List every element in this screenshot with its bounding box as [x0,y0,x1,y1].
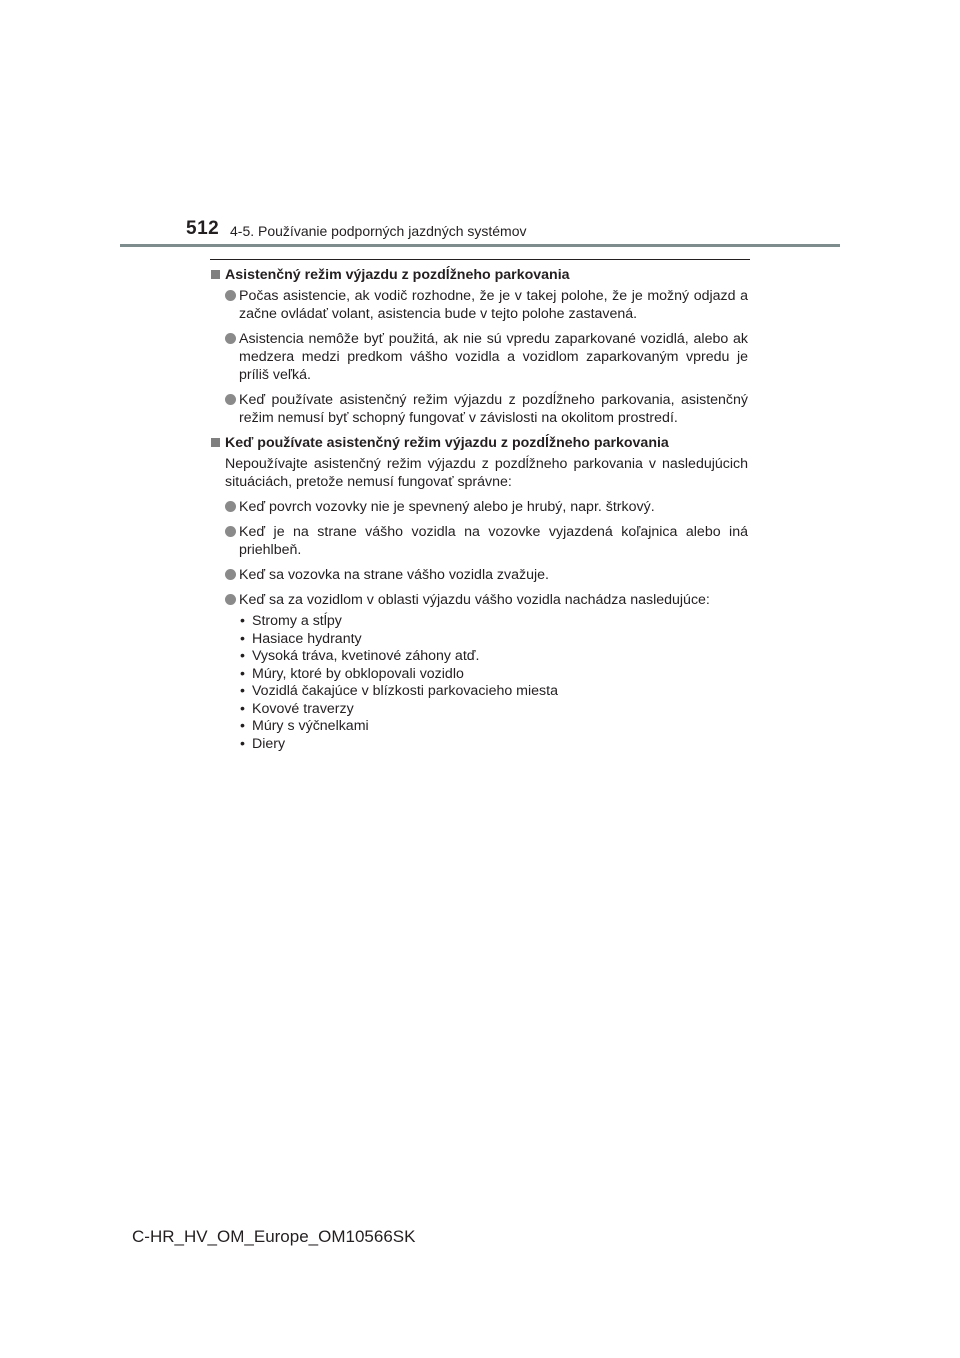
obstacle-item: • Múry, ktoré by obklopovali vozidlo [239,666,748,684]
obstacle-item: • Stromy a stĺpy [239,613,748,631]
obstacle-item: • Diery [239,736,748,754]
list-item: Keď je na strane vášho vozidla na vozovke vyjazdená koľajnica alebo iná priehlbeň. [210,523,748,559]
list-item: Keď povrch vozovky nie je spevnený alebo je hrubý, napr. štrkový. [210,498,748,516]
chapter-title: 4-5. Používanie podporných jazdných systémov [230,223,527,239]
obstacle-item: • Hasiace hydranty [239,631,748,649]
section-usage-conditions [210,434,748,753]
list-item: Keď sa za vozidlom v oblasti výjazdu vášho vozidla nachádza nasledujúce: [210,591,748,609]
section-intro: Nepoužívajte asistenčný režim výjazdu z pozdĺžneho parkovania v nasledujúcich situáciách, pretože nemusí fungovať správne: [225,456,748,490]
page-content [210,266,748,753]
list-item: Počas asistencie, ak vodič rozhodne, že je v takej polohe, že je možný odjazd a začne ovládať volant, asistencia bude v tejto polohe zastavená. [210,287,748,323]
page-number: 512 [186,218,220,239]
header-rule [120,244,840,247]
list-item: Keď používate asistenčný režim výjazdu z pozdĺžneho parkovania, asistenčný režim nemusí byť schopný fungovať v závislosti na okolitom prostredí. [210,391,748,427]
obstacle-item: • Kovové traverzy [239,701,748,719]
list-item: Keď sa vozovka na strane vášho vozidla zvažuje. [210,566,748,584]
obstacle-item: • Múry s výčnelkami [239,718,748,736]
section-parallel-exit-notes [210,266,748,427]
list-item: Asistencia nemôže byť použitá, ak nie sú vpredu zaparkované vozidlá, alebo ak medzera medzi predkom vášho vozidla a vozidlom zaparkovaným vpredu je príliš veľká. [210,330,748,384]
section-heading: Keď používate asistenčný režim výjazdu z pozdĺžneho parkovania [210,434,748,452]
content-rule [210,259,750,260]
obstacle-item: • Vysoká tráva, kvetinové záhony atď. [239,648,748,666]
obstacle-list [210,613,748,753]
obstacle-item: • Vozidlá čakajúce v blízkosti parkovacieho miesta [239,683,748,701]
document-code: C-HR_HV_OM_Europe_OM10566SK [132,1227,416,1246]
section-heading: Asistenčný režim výjazdu z pozdĺžneho parkovania [210,266,748,284]
